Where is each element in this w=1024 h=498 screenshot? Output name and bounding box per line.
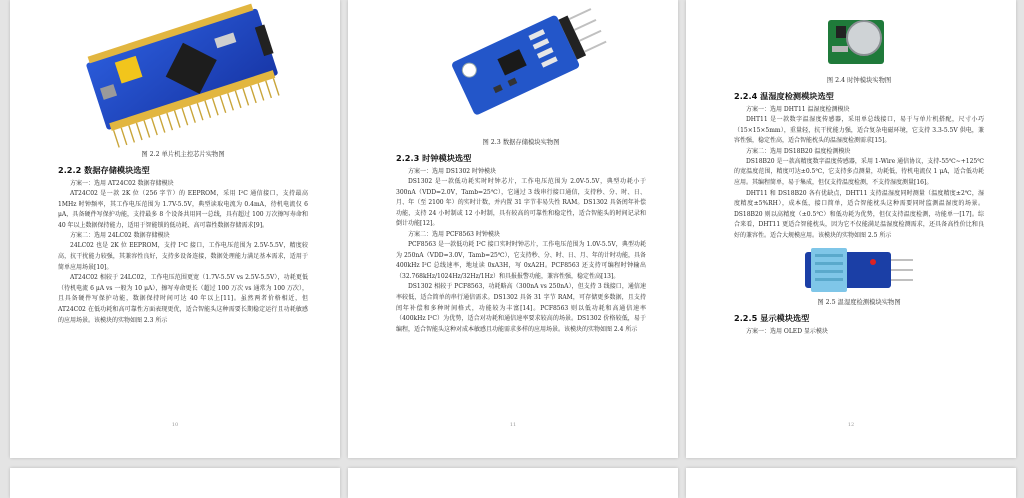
document-page-11 (348, 0, 678, 458)
body-paragraph: PCF8563 是一款低功耗 I²C 接口实时时钟芯片，工作电压范围为 1.0V-5.5V，典型功耗为 250nA（VDD=3.0V，Tamb=25℃），它支持秒、分、时、日、月、年的计时功能，具备 400kHz I²C 总线速率，地址读 0xA3H，写 0xA2H。PCF8563 还支持可编程时钟输出（32.768kHz/1024Hz/32Hz/1Hz）和具报报警功能，兼容性强，稳定性高[13]。 (396, 240, 646, 280)
microcontroller-board-image (68, 0, 298, 150)
body-paragraph: 24LC02 也是 2K 位 EEPROM，支持 I²C 接口，工作电压范围为 2.5V-5.5V，精度较高，抗干扰能力较强，其兼容性良好，支持多设备连接，数据处理能力满足基本需求，适用于简单应用场景[10]。 (58, 242, 308, 271)
section-heading: 2.2.2 数据存储模块选型 (58, 165, 150, 175)
body-paragraph: DHT11 和 DS18B20 各有优缺点，DHT11 支持温湿度同时测量（温度精度±2℃，湿度精度±5%RH），成本低，接口简单，适合智能枕头这种需要同时监测温湿度的场景。DS18B20 则以高精度（±0.5℃）和低功耗为优势，但仅支持温度检测，功能单一[17]。综合来看，DHT11 更适合智能枕头，因为它不仅能满足温湿度检测需求，还具备高性价比和良好的兼容性。适合大规模应用。该模块的实物如图 2.5 所示 (734, 189, 984, 239)
document-page-12 (686, 0, 1016, 458)
figure-caption: 图 2.2 单片机主控芯片实物图 (141, 151, 225, 158)
body-paragraph: AT24C02 相较于 24LC02，工作电压范围更宽（1.7V-5.5V vs 2.5V-5.5V），功耗更低（待机电流 6 μA vs 一般为 10 μA），擦写寿命更长（超过 100 万次 vs 通常为 100 万次），且具备硬件写保护功能，数据保持时间可达 40 年以上[11]。虽然两者价格相近，但 AT24C02 在低功耗和高可靠性方面表现更优，适合智能头这种需要长期稳定运行且功耗敏感的应用场景。该模块的实物如图 2.3 所示 (58, 274, 308, 324)
option-label: 方案一：选用 DS1302 时钟模块 (408, 168, 497, 175)
section-heading: 2.2.3 时钟模块选型 (396, 153, 472, 163)
clock-module-image (814, 0, 904, 76)
option-label: 方案二：选用 DS18B20 温度检测模块 (746, 147, 851, 155)
section-heading: 2.2.4 温湿度检测模块选型 (734, 91, 834, 101)
page-number: 12 (847, 422, 855, 428)
page-number: 10 (171, 422, 179, 428)
figure-caption: 图 2.5 温湿度检测模块实物图 (817, 298, 901, 306)
document-page-10 (10, 0, 340, 458)
page-number: 11 (509, 422, 517, 428)
option-label: 方案一：选用 AT24C02 数据存储模块 (70, 180, 174, 187)
body-paragraph: DHT11 是一款数字温湿度传感器，采用单总线接口，易于与单片机搭配，尺寸小巧（15×15×5mm），重量轻，抗干扰能力强，适合复杂电磁环境，它支持 3.3-5.5V 供电，兼容性强，稳定性高，适合智能枕头的温湿度检测需求[15]。 (734, 116, 984, 145)
body-paragraph: DS1302 相较于 PCF8563，功耗略高（300nA vs 250nA），但支持 3 线接口，通信速率较低，适合简单的串行通信需求。DS1302 具备 31 字节 RAM，可存储更多数据，且支持闰年补偿和多种时间格式，功能较为丰富[14]。PCF8563 则以低功耗和高通信速率（400kHz I²C）为优势，适合对功耗和通信速率要求较高的场景。DS1302 价格较低，易于编程，适合智能头这种对成本敏感且功能需求多样的应用场景。该模块的实物如图 2.4 所示 (396, 283, 646, 333)
option-label: 方案二：选用 PCF8563 时钟模块 (408, 230, 500, 238)
option-label: 方案一：选用 OLED 显示模块 (746, 327, 828, 335)
eeprom-module-image (421, 0, 621, 138)
document-page-partial (10, 468, 340, 498)
option-label: 方案一：选用 DHT11 温湿度检测模块 (746, 106, 850, 113)
dht11-module-image (799, 242, 919, 298)
option-label: 方案二：选用 24LC02 数据存储模块 (70, 232, 170, 240)
section-heading: 2.2.5 显示模块选型 (734, 312, 810, 323)
figure-caption: 图 2.4 时钟模块实物图 (826, 77, 892, 84)
body-paragraph: DS18B20 是一款高精度数字温度传感器，采用 1-Wire 通信协议，支持-55℃~+125℃的宽温度范围，精度可达±0.5℃，它支持多点测量，功耗低，待机电流仅 1 μA，适合低功耗应用。其编程简单，易于集成，但仅支持温度检测，不支持湿度测量[16]。 (734, 157, 984, 186)
document-page-partial (686, 468, 1016, 498)
body-paragraph: DS1302 是一款低功耗实时时钟芯片，工作电压范围为 2.0V-5.5V，典型功耗小于 300nA（VDD=2.0V，Tamb=25℃），它通过 3 线串行接口通信，支持秒、分、时、日、月、年（至 2100 年）的实时计数，并内置 31 字节非易失性 RAM。DS1302 具备闰年补偿功能，支持 24 小时制或 12 小时制，具有较高的可靠性和稳定性，适合智能头的时间记录和倒计功能[12]。 (396, 178, 646, 228)
document-page-partial (348, 468, 678, 498)
figure-caption: 图 2.3 数据存储模块实物图 (482, 139, 560, 146)
body-paragraph: AT24C02 是一款 2K 位（256 字节）的 EEPROM，采用 I²C 通信接口，支持最高 1MHz 时钟频率，其工作电压范围为 1.7V-5.5V，典型读取电流为 0.4mA，待机电流仅 6 μA，具备硬件写保护功能，支持最多 8 个设备共用同一总线，具有超过 100 万次擦写寿命和 40 年以上数据保持能力，适用于智能锁的低功耗、高可靠性数据存储需求[9]。 (58, 190, 308, 229)
